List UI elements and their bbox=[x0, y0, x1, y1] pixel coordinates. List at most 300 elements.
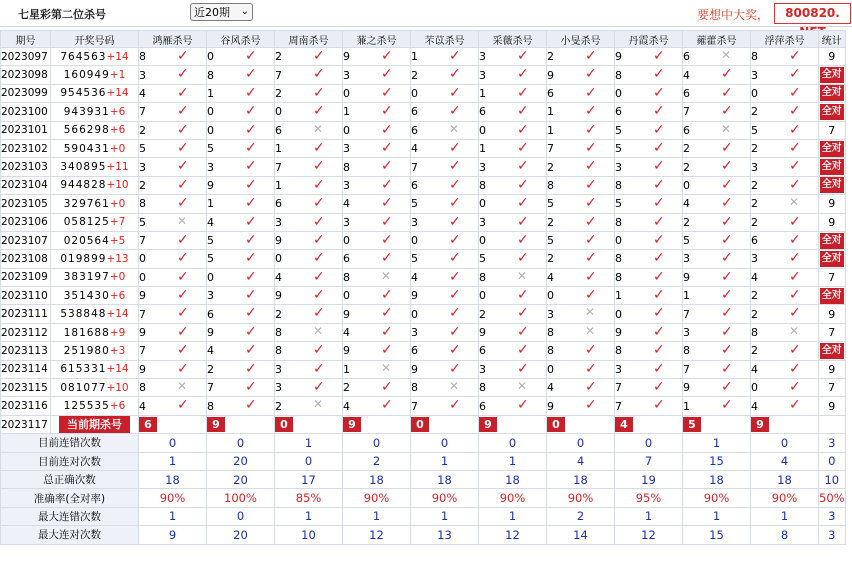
summary-stat: 3 bbox=[819, 507, 846, 525]
check-icon: ✓ bbox=[653, 213, 665, 230]
current-kill-cell bbox=[411, 415, 479, 433]
cross-icon: ✕ bbox=[517, 379, 528, 394]
kill-number: 6 bbox=[343, 252, 350, 266]
check-icon: ✓ bbox=[653, 48, 665, 64]
summary-value: 1 bbox=[411, 452, 479, 470]
kill-number: 8 bbox=[615, 215, 622, 229]
kill-cell bbox=[479, 231, 547, 249]
check-icon: ✓ bbox=[721, 139, 733, 156]
check-icon: ✓ bbox=[721, 176, 733, 193]
summary-value: 1 bbox=[615, 507, 683, 525]
kill-number: 8 bbox=[683, 344, 690, 358]
check-icon: ✓ bbox=[449, 250, 461, 267]
cross-icon: ✕ bbox=[517, 268, 528, 283]
table-row bbox=[1, 66, 846, 84]
kill-number: 0 bbox=[751, 381, 758, 395]
kill-cell bbox=[751, 360, 819, 378]
kill-cell bbox=[139, 48, 207, 66]
kill-number: 1 bbox=[479, 142, 486, 156]
kill-number: 2 bbox=[751, 178, 758, 192]
kill-number: 3 bbox=[683, 326, 690, 340]
kill-number: 2 bbox=[479, 307, 486, 321]
summary-value: 9 bbox=[139, 526, 207, 544]
summary-value: 90% bbox=[139, 489, 207, 507]
kill-cell bbox=[683, 103, 751, 121]
check-icon: ✓ bbox=[585, 379, 597, 396]
draw-numbers bbox=[51, 250, 139, 268]
kill-number: 7 bbox=[411, 160, 418, 174]
kill-cell bbox=[207, 287, 275, 305]
kill-number: 7 bbox=[207, 381, 214, 395]
kill-cell bbox=[411, 121, 479, 139]
kill-number: 8 bbox=[139, 197, 146, 211]
cross-icon: ✕ bbox=[721, 121, 732, 136]
kill-cell bbox=[411, 397, 479, 415]
kill-cell bbox=[275, 195, 343, 213]
summary-value: 0 bbox=[615, 434, 683, 452]
kill-number: 2 bbox=[751, 197, 758, 211]
kill-number: 4 bbox=[343, 326, 350, 340]
kill-cell bbox=[615, 268, 683, 286]
check-icon: ✓ bbox=[789, 66, 801, 83]
check-icon: ✓ bbox=[585, 360, 597, 377]
check-icon: ✓ bbox=[585, 66, 597, 83]
check-icon: ✓ bbox=[449, 213, 461, 230]
kill-number: 7 bbox=[615, 381, 622, 395]
kill-number: 8 bbox=[615, 68, 622, 82]
check-icon: ✓ bbox=[449, 323, 461, 340]
kill-number: 0 bbox=[615, 307, 622, 321]
issue-number: 2023104 bbox=[1, 176, 51, 194]
kill-number: 7 bbox=[683, 362, 690, 376]
top-bar bbox=[0, 0, 852, 27]
check-icon: ✓ bbox=[517, 195, 529, 212]
summary-label: 最大连错次数 bbox=[1, 507, 139, 525]
summary-value: 12 bbox=[479, 526, 547, 544]
kill-cell bbox=[139, 213, 207, 231]
summary-value: 1 bbox=[343, 507, 411, 525]
cross-icon: ✕ bbox=[177, 213, 188, 228]
all-correct-badge: 全对 bbox=[820, 67, 844, 83]
check-icon: ✓ bbox=[245, 66, 257, 83]
issue-number: 2023117 bbox=[1, 415, 51, 433]
kill-cell bbox=[275, 323, 343, 341]
stat-cell: 9 bbox=[819, 305, 846, 323]
check-icon: ✓ bbox=[653, 158, 665, 175]
draw-digits: 251980 bbox=[63, 344, 110, 357]
check-icon: ✓ bbox=[721, 397, 733, 414]
check-icon: ✓ bbox=[449, 66, 461, 83]
summary-row bbox=[1, 434, 846, 452]
check-icon: ✓ bbox=[653, 176, 665, 193]
check-icon: ✓ bbox=[585, 213, 597, 230]
summary-value: 0 bbox=[275, 452, 343, 470]
kill-cell bbox=[207, 250, 275, 268]
kill-number: 1 bbox=[275, 142, 282, 156]
check-icon: ✓ bbox=[789, 342, 801, 359]
kill-cell bbox=[207, 268, 275, 286]
kill-number: 0 bbox=[479, 289, 486, 303]
all-correct-badge: 全对 bbox=[820, 251, 844, 267]
summary-value: 18 bbox=[343, 470, 411, 488]
kill-cell bbox=[547, 158, 615, 176]
issue-number: 2023108 bbox=[1, 250, 51, 268]
summary-value: 0 bbox=[207, 507, 275, 525]
draw-sum-increment: +10 bbox=[106, 381, 129, 394]
stat-cell: 9 bbox=[819, 397, 846, 415]
kill-number: 8 bbox=[751, 326, 758, 340]
kill-number: 8 bbox=[751, 50, 758, 64]
kill-number: 2 bbox=[683, 215, 690, 229]
kill-cell bbox=[547, 268, 615, 286]
check-icon: ✓ bbox=[449, 158, 461, 175]
kill-number: 4 bbox=[275, 270, 282, 284]
kill-number: 9 bbox=[207, 178, 214, 192]
kill-number: 0 bbox=[139, 252, 146, 266]
kill-cell bbox=[751, 305, 819, 323]
kill-number: 9 bbox=[343, 344, 350, 358]
kill-cell bbox=[139, 323, 207, 341]
kill-cell bbox=[207, 176, 275, 194]
table-row bbox=[1, 379, 846, 397]
table-row bbox=[1, 103, 846, 121]
kill-number-table bbox=[0, 30, 846, 545]
summary-value: 0 bbox=[751, 434, 819, 452]
kill-cell bbox=[411, 195, 479, 213]
draw-digits: 329761 bbox=[63, 197, 110, 210]
kill-cell bbox=[343, 213, 411, 231]
kill-cell bbox=[411, 287, 479, 305]
current-kill-cell bbox=[683, 415, 751, 433]
draw-numbers bbox=[51, 66, 139, 84]
check-icon: ✓ bbox=[721, 66, 733, 83]
kill-number: 7 bbox=[139, 344, 146, 358]
site-badge[interactable]: 800820. bbox=[774, 3, 851, 24]
summary-stat: 50% bbox=[819, 489, 846, 507]
draw-sum-increment: +6 bbox=[109, 124, 126, 137]
kill-number: 3 bbox=[343, 178, 350, 192]
kill-cell bbox=[139, 158, 207, 176]
summary-label: 目前连错次数 bbox=[1, 434, 139, 452]
current-kill-cell bbox=[751, 415, 819, 433]
check-icon: ✓ bbox=[381, 139, 393, 156]
kill-cell bbox=[683, 268, 751, 286]
current-kill-number: 9 bbox=[207, 417, 225, 432]
kill-cell bbox=[479, 66, 547, 84]
kill-cell bbox=[343, 360, 411, 378]
kill-number: 0 bbox=[411, 307, 418, 321]
check-icon: ✓ bbox=[245, 287, 257, 304]
kill-cell bbox=[615, 250, 683, 268]
kill-cell bbox=[207, 231, 275, 249]
draw-sum-increment: +14 bbox=[106, 363, 129, 376]
draw-sum-increment: +1 bbox=[109, 69, 126, 82]
kill-number: 3 bbox=[683, 252, 690, 266]
draw-sum-increment: +9 bbox=[109, 326, 126, 339]
check-icon: ✓ bbox=[313, 84, 325, 101]
kill-cell bbox=[547, 379, 615, 397]
table-row bbox=[1, 268, 846, 286]
issue-number: 2023113 bbox=[1, 342, 51, 360]
period-select-value: 近20期 bbox=[194, 6, 230, 19]
table-row bbox=[1, 158, 846, 176]
kill-number: 7 bbox=[139, 307, 146, 321]
check-icon: ✓ bbox=[449, 48, 461, 64]
summary-value: 90% bbox=[343, 489, 411, 507]
promo-text[interactable]: 要想中大奖， bbox=[697, 8, 770, 22]
summary-value: 0 bbox=[139, 434, 207, 452]
draw-sum-increment: +5 bbox=[109, 234, 126, 247]
kill-number: 0 bbox=[343, 289, 350, 303]
draw-numbers bbox=[51, 231, 139, 249]
kill-cell bbox=[615, 66, 683, 84]
kill-cell bbox=[615, 195, 683, 213]
check-icon: ✓ bbox=[517, 305, 529, 322]
check-icon: ✓ bbox=[313, 342, 325, 359]
kill-cell bbox=[207, 66, 275, 84]
kill-cell bbox=[411, 66, 479, 84]
summary-row bbox=[1, 470, 846, 488]
check-icon: ✓ bbox=[653, 195, 665, 212]
check-icon: ✓ bbox=[313, 139, 325, 156]
kill-cell bbox=[343, 66, 411, 84]
kill-number: 4 bbox=[547, 381, 554, 395]
kill-cell bbox=[411, 103, 479, 121]
summary-value: 1 bbox=[139, 507, 207, 525]
kill-number: 6 bbox=[683, 123, 690, 137]
kill-cell bbox=[479, 139, 547, 157]
draw-sum-increment: +6 bbox=[109, 105, 126, 118]
check-icon: ✓ bbox=[721, 342, 733, 359]
kill-cell bbox=[479, 158, 547, 176]
kill-cell bbox=[547, 84, 615, 102]
check-icon: ✓ bbox=[313, 305, 325, 322]
check-icon: ✓ bbox=[245, 103, 257, 120]
summary-stat: 3 bbox=[819, 434, 846, 452]
draw-numbers bbox=[51, 342, 139, 360]
summary-value: 20 bbox=[207, 470, 275, 488]
issue-number: 2023103 bbox=[1, 158, 51, 176]
check-icon: ✓ bbox=[313, 213, 325, 230]
check-icon: ✓ bbox=[177, 103, 189, 120]
kill-number: 0 bbox=[343, 123, 350, 137]
check-icon: ✓ bbox=[381, 213, 393, 230]
draw-digits: 615331 bbox=[60, 363, 107, 376]
table-header bbox=[1, 31, 846, 48]
current-kill-cell bbox=[547, 415, 615, 433]
kill-cell bbox=[343, 176, 411, 194]
kill-number: 3 bbox=[479, 362, 486, 376]
kill-number: 6 bbox=[615, 105, 622, 119]
column-header: 蕹藿杀号 bbox=[683, 31, 751, 48]
kill-number: 3 bbox=[275, 381, 282, 395]
issue-number: 2023110 bbox=[1, 287, 51, 305]
kill-cell bbox=[275, 158, 343, 176]
table-row bbox=[1, 48, 846, 66]
check-icon: ✓ bbox=[245, 195, 257, 212]
current-kill-label: 当前期杀号 bbox=[59, 416, 130, 433]
kill-cell bbox=[751, 195, 819, 213]
kill-number: 0 bbox=[343, 86, 350, 100]
summary-value: 18 bbox=[411, 470, 479, 488]
check-icon: ✓ bbox=[381, 195, 393, 212]
kill-cell bbox=[411, 360, 479, 378]
kill-cell bbox=[411, 231, 479, 249]
check-icon: ✓ bbox=[721, 158, 733, 175]
kill-cell bbox=[751, 342, 819, 360]
kill-cell bbox=[207, 48, 275, 66]
check-icon: ✓ bbox=[177, 84, 189, 101]
kill-cell bbox=[275, 66, 343, 84]
summary-stat: 3 bbox=[819, 526, 846, 544]
check-icon: ✓ bbox=[313, 360, 325, 377]
summary-value: 4 bbox=[547, 452, 615, 470]
summary-value: 0 bbox=[479, 434, 547, 452]
kill-cell bbox=[615, 103, 683, 121]
kill-number: 3 bbox=[479, 215, 486, 229]
kill-number: 2 bbox=[275, 86, 282, 100]
check-icon: ✓ bbox=[653, 360, 665, 377]
check-icon: ✓ bbox=[313, 158, 325, 175]
all-correct-badge: 全对 bbox=[820, 159, 844, 175]
kill-number: 5 bbox=[615, 197, 622, 211]
all-correct-badge: 全对 bbox=[820, 85, 844, 101]
check-icon: ✓ bbox=[789, 360, 801, 377]
kill-cell bbox=[751, 139, 819, 157]
draw-digits: 538848 bbox=[60, 308, 107, 321]
kill-cell bbox=[343, 84, 411, 102]
check-icon: ✓ bbox=[449, 342, 461, 359]
table-row bbox=[1, 250, 846, 268]
period-select[interactable] bbox=[190, 3, 253, 21]
summary-value: 1 bbox=[683, 507, 751, 525]
kill-number: 0 bbox=[683, 178, 690, 192]
kill-number: 4 bbox=[139, 86, 146, 100]
kill-cell bbox=[139, 268, 207, 286]
draw-numbers bbox=[51, 195, 139, 213]
check-icon: ✓ bbox=[721, 287, 733, 304]
kill-number: 3 bbox=[139, 68, 146, 82]
kill-number: 7 bbox=[411, 399, 418, 413]
check-icon: ✓ bbox=[313, 66, 325, 83]
cross-icon: ✕ bbox=[313, 121, 324, 136]
kill-cell bbox=[139, 231, 207, 249]
kill-number: 3 bbox=[479, 68, 486, 82]
summary-value: 90% bbox=[411, 489, 479, 507]
kill-number: 1 bbox=[411, 50, 418, 64]
kill-number: 0 bbox=[207, 50, 214, 64]
check-icon: ✓ bbox=[245, 250, 257, 267]
draw-sum-increment: +3 bbox=[109, 344, 126, 357]
cross-icon: ✕ bbox=[381, 360, 392, 375]
summary-value: 0 bbox=[547, 434, 615, 452]
check-icon: ✓ bbox=[245, 268, 257, 285]
table-row bbox=[1, 323, 846, 341]
kill-number: 7 bbox=[547, 142, 554, 156]
kill-number: 0 bbox=[615, 234, 622, 248]
check-icon: ✓ bbox=[653, 250, 665, 267]
check-icon: ✓ bbox=[653, 397, 665, 414]
kill-cell bbox=[139, 360, 207, 378]
check-icon: ✓ bbox=[449, 360, 461, 377]
kill-number: 5 bbox=[139, 215, 146, 229]
kill-number: 5 bbox=[683, 234, 690, 248]
summary-value: 10 bbox=[275, 526, 343, 544]
summary-value: 90% bbox=[751, 489, 819, 507]
kill-cell bbox=[547, 139, 615, 157]
kill-cell bbox=[479, 121, 547, 139]
kill-cell bbox=[479, 397, 547, 415]
draw-numbers bbox=[51, 360, 139, 378]
current-kill-number: 0 bbox=[411, 417, 429, 432]
draw-numbers bbox=[51, 213, 139, 231]
check-icon: ✓ bbox=[653, 323, 665, 340]
kill-cell bbox=[751, 379, 819, 397]
summary-value: 1 bbox=[683, 434, 751, 452]
kill-cell bbox=[683, 139, 751, 157]
summary-value: 13 bbox=[411, 526, 479, 544]
check-icon: ✓ bbox=[517, 176, 529, 193]
issue-number: 2023099 bbox=[1, 84, 51, 102]
kill-number: 8 bbox=[547, 326, 554, 340]
kill-number: 9 bbox=[547, 68, 554, 82]
kill-number: 4 bbox=[411, 142, 418, 156]
summary-value: 20 bbox=[207, 526, 275, 544]
summary-value: 100% bbox=[207, 489, 275, 507]
kill-cell bbox=[751, 103, 819, 121]
cross-icon: ✕ bbox=[789, 195, 800, 210]
kill-number: 2 bbox=[547, 215, 554, 229]
issue-number: 2023115 bbox=[1, 379, 51, 397]
kill-number: 3 bbox=[343, 68, 350, 82]
kill-number: 9 bbox=[139, 326, 146, 340]
check-icon: ✓ bbox=[517, 287, 529, 304]
draw-digits: 590431 bbox=[63, 142, 110, 155]
table-row bbox=[1, 360, 846, 378]
kill-number: 2 bbox=[275, 50, 282, 64]
check-icon: ✓ bbox=[585, 342, 597, 359]
kill-cell bbox=[547, 323, 615, 341]
kill-cell bbox=[343, 397, 411, 415]
kill-number: 8 bbox=[275, 326, 282, 340]
table-row bbox=[1, 231, 846, 249]
kill-number: 6 bbox=[479, 344, 486, 358]
draw-numbers bbox=[51, 103, 139, 121]
kill-cell bbox=[479, 250, 547, 268]
kill-cell bbox=[411, 305, 479, 323]
check-icon: ✓ bbox=[517, 84, 529, 101]
summary-value: 1 bbox=[411, 507, 479, 525]
kill-number: 5 bbox=[207, 142, 214, 156]
check-icon: ✓ bbox=[449, 268, 461, 285]
column-header: 蒹之杀号 bbox=[343, 31, 411, 48]
check-icon: ✓ bbox=[177, 231, 189, 248]
draw-sum-increment: +10 bbox=[106, 179, 129, 192]
current-kill-cell bbox=[479, 415, 547, 433]
kill-cell bbox=[479, 48, 547, 66]
draw-numbers bbox=[51, 305, 139, 323]
kill-cell bbox=[343, 305, 411, 323]
check-icon: ✓ bbox=[177, 139, 189, 156]
kill-number: 5 bbox=[411, 197, 418, 211]
check-icon: ✓ bbox=[721, 360, 733, 377]
summary-value: 95% bbox=[615, 489, 683, 507]
draw-digits: 954536 bbox=[60, 87, 107, 100]
kill-number: 3 bbox=[411, 326, 418, 340]
kill-number: 1 bbox=[547, 123, 554, 137]
check-icon: ✓ bbox=[653, 379, 665, 396]
kill-cell bbox=[207, 379, 275, 397]
